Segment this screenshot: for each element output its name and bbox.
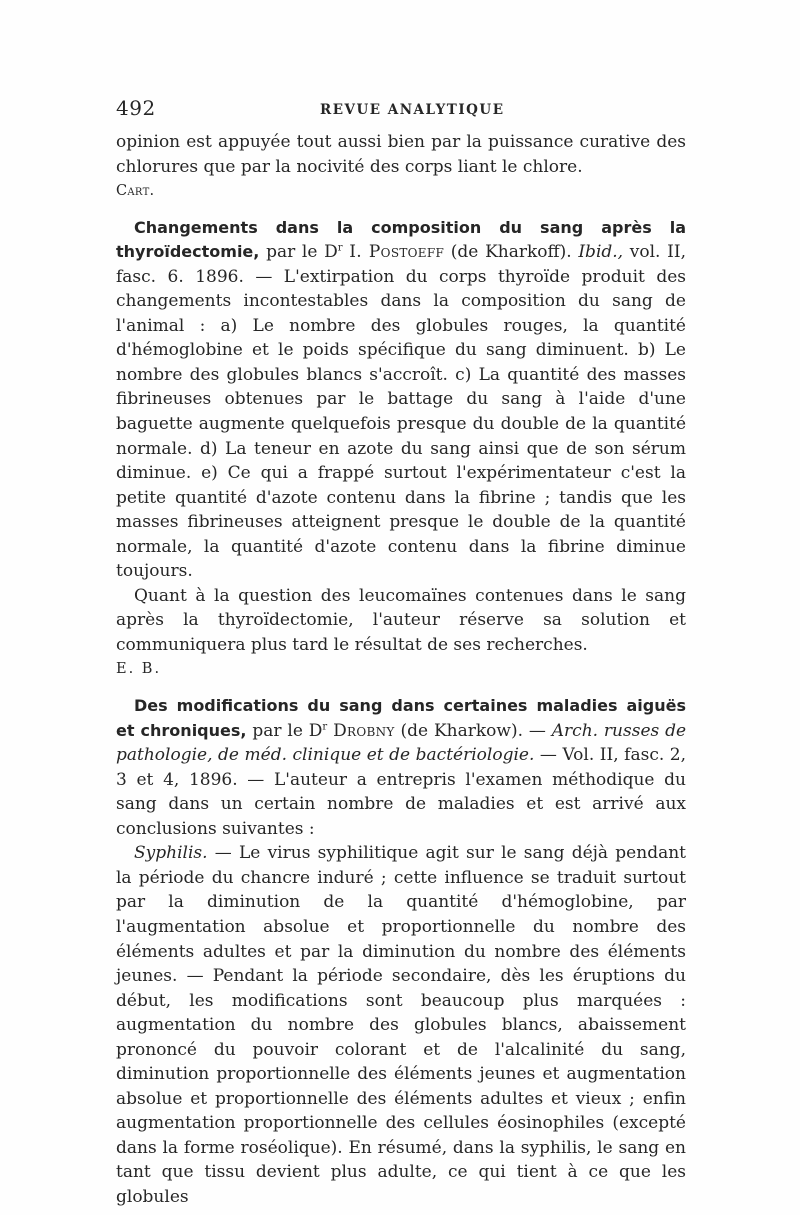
- article2-body: L'auteur a entrepris l'examen méthodique du sang dans un certain nombre de maladies et est arrivé aux conclusions suivantes :: [116, 769, 686, 839]
- article1-author: I. Postoeff: [349, 242, 445, 263]
- article1-paragraph-2: Quant à la question des leucomaïnes contenues dans le sang après la thyroïdectomie, l'auteur réserve sa solution et communiquera plus tard le résultat de ses recherches.: [116, 585, 686, 655]
- article1-body: L'extirpation du corps thyroïde produit des changements incontestables dans la composition du sang de l'animal : a) Le nombre des globules rouges, la quantité d'hémoglobine et le poids spécifique du sang diminuent. b) Le nombre des globules blancs s'accroît. c) La quantité des masses fibrineuses obtenues par le battage du sang à l'aide d'une baguette augmente quelquefois presque du double de la quantité normale. d) La teneur en azote du sang ainsi que de son sérum diminue. e) Ce qui a frappé surtout l'expérimentateur c'est la petite quantité d'azote contenu dans la fibrine ; tandis que les masses fibrineuses atteignent presque le double de la quantité normale, la quantité d'azote contenu dans la fibrine diminue toujours.: [116, 266, 686, 582]
- page-number: 492: [116, 96, 156, 120]
- running-title: REVUE ANALYTIQUE: [320, 102, 505, 118]
- spacer: [116, 682, 686, 694]
- article1-signature: E. B.: [116, 661, 162, 678]
- syphilis-label: Syphilis.: [134, 843, 208, 864]
- intro-signature-text: Cart.: [116, 183, 155, 200]
- article2-author: Drobny: [333, 720, 395, 741]
- spacer: [116, 204, 686, 216]
- article2-journal: Arch. russes de pathologie, de méd. clinique et de bactériologie.: [116, 720, 687, 766]
- article2-paragraph: [116, 694, 686, 841]
- article1-affiliation: (de Kharkoff).: [450, 242, 572, 263]
- article2-author-sup: r: [322, 720, 328, 732]
- article1-citation: vol. II, fasc. 6. 1896. —: [116, 242, 686, 287]
- article1-author-prefix: par le D: [266, 242, 338, 263]
- article1-title: Changements dans la composition du sang après la thyroïdectomie,: [116, 217, 686, 262]
- running-head: [116, 96, 686, 122]
- article2-title: Des modifications du sang dans certaines maladies aiguës et chroniques,: [116, 696, 686, 740]
- article2-affiliation: (de Kharkow). —: [400, 720, 546, 741]
- syphilis-text: — Le virus syphilitique agit sur le sang déjà pendant la période du chancre induré ; cette influence se traduit surtout par la diminution de la quantité d'hémoglobine, par l'augmentation absolue et proportionnelle du nombre des éléments adultes et par la diminution du nombre des éléments jeunes. — Pendant la période secondaire, dès les éruptions du début, les modifications sont beaucoup plus marquées : augmentation du nombre des globules blancs, abaissement prononcé du pouvoir colorant et de l'alcalinité du sang, diminution proportionnelle des éléments jeunes et augmentation absolue et proportionnelle des éléments adultes et vieux ; enfin augmentation proportionnelle des cellules éosinophiles (excepté dans la forme roséolique). En résumé, dans la syphilis, le sang en tant que tissu devient plus adulte, ce qui tient à ce que les globules: [116, 843, 686, 1207]
- intro-paragraph: opinion est appuyée tout aussi bien par la puissance curative des chlorures que par la nocivité des corps liant le chlore.: [116, 132, 686, 177]
- syphilis-paragraph: [116, 841, 686, 1209]
- text-block: [116, 130, 686, 1210]
- intro-signature: [116, 179, 686, 204]
- article1-author-sup: r: [337, 242, 343, 254]
- article2-author-prefix: par le D: [252, 720, 323, 741]
- article2-citation: — Vol. II, fasc. 2, 3 et 4, 1896. —: [116, 745, 687, 790]
- article1-journal: Ibid.,: [578, 242, 624, 263]
- article1-paragraph: [116, 216, 686, 584]
